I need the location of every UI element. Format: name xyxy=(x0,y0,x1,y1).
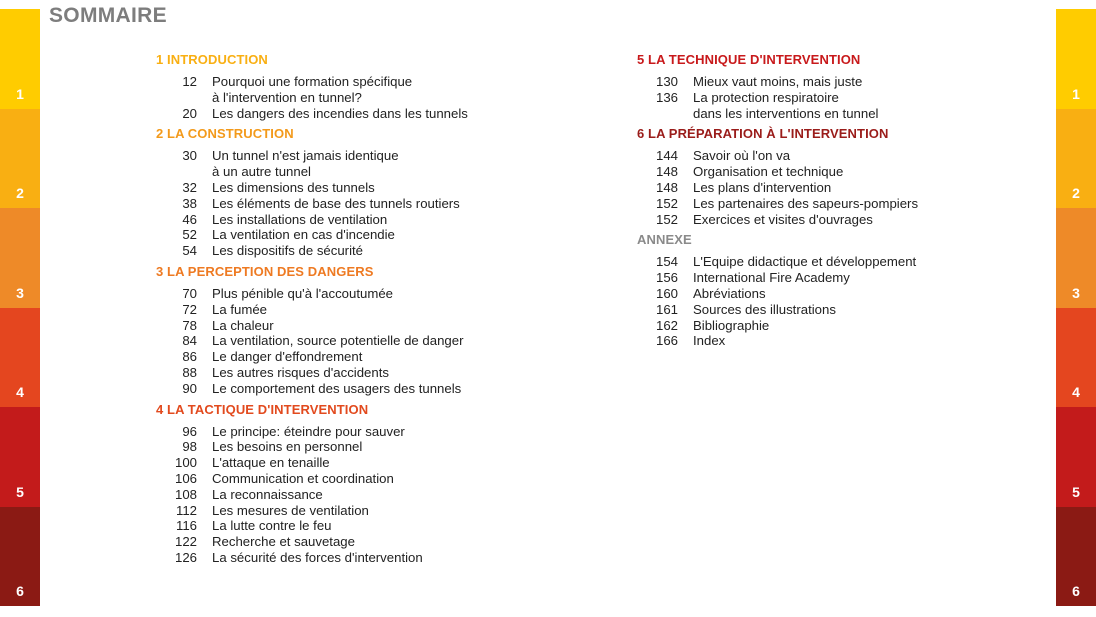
entry-title xyxy=(212,212,387,228)
entry-title xyxy=(212,74,412,106)
left-chapter-tab-1[interactable] xyxy=(0,9,40,109)
chapter-tab-number: 6 xyxy=(16,583,24,599)
page-number: 52 xyxy=(182,227,197,243)
toc-entry[interactable] xyxy=(637,333,1037,349)
toc-entry[interactable] xyxy=(156,424,576,440)
entry-title-line: Les éléments de base des tunnels routiers xyxy=(212,195,460,211)
toc-section xyxy=(156,401,576,566)
entry-title xyxy=(212,286,393,302)
entry-title xyxy=(212,196,460,212)
entry-title xyxy=(212,550,423,566)
toc-entry[interactable] xyxy=(156,180,576,196)
chapter-tab-number: 4 xyxy=(1072,384,1080,400)
chapter-tab-number: 6 xyxy=(1072,583,1080,599)
entry-title-line: Abréviations xyxy=(693,285,766,301)
entry-title xyxy=(212,503,369,519)
entry-title-line: La reconnaissance xyxy=(212,486,323,502)
section-heading[interactable]: 3 LA PERCEPTION DES DANGERS xyxy=(156,263,374,279)
page-number: 161 xyxy=(655,301,678,317)
toc-entry[interactable] xyxy=(156,227,576,243)
toc-entry[interactable] xyxy=(156,365,576,381)
right-chapter-tab-4[interactable] xyxy=(1056,308,1096,408)
chapter-tab-number: 3 xyxy=(1072,284,1080,301)
right-chapter-tabs xyxy=(1056,9,1096,606)
toc-section xyxy=(637,51,1037,121)
entry-title xyxy=(212,365,389,381)
entry-title xyxy=(693,270,850,286)
entry-title-line: Bibliographie xyxy=(693,317,770,333)
page-number: 32 xyxy=(182,179,197,195)
page-number: 152 xyxy=(655,211,678,227)
page-number: 136 xyxy=(655,89,678,105)
page-title: SOMMAIRE xyxy=(49,4,167,27)
entry-title xyxy=(693,212,873,228)
page-number: 46 xyxy=(182,211,197,227)
entry-title-line: Les dangers des incendies dans les tunnels xyxy=(212,105,468,121)
toc-entry[interactable] xyxy=(637,254,1037,270)
toc-entry[interactable] xyxy=(637,164,1037,180)
chapter-tab-number: 2 xyxy=(16,185,24,201)
toc-entry[interactable] xyxy=(637,286,1037,302)
toc-entry[interactable] xyxy=(156,439,576,455)
page-number: 96 xyxy=(182,423,197,439)
entry-title xyxy=(212,424,405,440)
page-number: 112 xyxy=(175,502,197,518)
section-heading[interactable]: ANNEXE xyxy=(637,232,692,248)
toc-entry[interactable] xyxy=(156,550,576,566)
right-chapter-tab-2[interactable] xyxy=(1056,109,1096,209)
entry-title-line: à un autre tunnel xyxy=(212,164,311,180)
page-number: 90 xyxy=(182,380,197,396)
toc-entry[interactable] xyxy=(156,196,576,212)
page-number: 130 xyxy=(655,74,678,89)
toc-section xyxy=(156,263,576,397)
entry-title xyxy=(693,302,836,318)
toc-entry[interactable] xyxy=(156,106,576,122)
page-number: 152 xyxy=(655,195,678,211)
entry-title-line: Les mesures de ventilation xyxy=(212,502,369,518)
entry-title-line: Les dimensions des tunnels xyxy=(212,179,375,195)
entry-title-line: Les partenaires des sapeurs-pompiers xyxy=(693,195,919,211)
toc-entry[interactable] xyxy=(637,196,1037,212)
toc-entry[interactable] xyxy=(156,518,576,534)
toc-entry[interactable] xyxy=(637,148,1037,164)
entry-title-line: La protection respiratoire xyxy=(693,89,839,105)
entry-title xyxy=(212,381,461,397)
entry-title xyxy=(693,164,843,180)
page-number: 12 xyxy=(182,74,197,89)
toc-entry[interactable] xyxy=(156,471,576,487)
entry-title-line: Exercices et visites d'ouvrages xyxy=(693,211,873,227)
chapter-tab-number: 5 xyxy=(16,483,24,500)
toc-entry[interactable] xyxy=(637,74,1037,90)
entry-title-line: à l'intervention en tunnel? xyxy=(212,89,362,105)
page-number: 98 xyxy=(182,439,197,455)
entry-title-line: Les installations de ventilation xyxy=(212,211,388,227)
page-number: 72 xyxy=(182,301,197,317)
page-number: 54 xyxy=(182,243,197,259)
entry-title-line: L'Equipe didactique et développement xyxy=(693,254,917,270)
page-number: 38 xyxy=(182,195,197,211)
page-number: 86 xyxy=(182,349,197,365)
entry-title xyxy=(212,487,323,503)
entry-title-line: Mieux vaut moins, mais juste xyxy=(693,74,863,89)
left-chapter-tab-5[interactable] xyxy=(0,407,40,507)
entry-title-line: Les plans d'intervention xyxy=(693,179,832,195)
page-number: 116 xyxy=(175,518,197,534)
toc-entry[interactable] xyxy=(637,180,1037,196)
left-chapter-tab-4[interactable] xyxy=(0,308,40,408)
toc-entry[interactable] xyxy=(156,302,576,318)
entry-title xyxy=(693,148,790,164)
page-number: 166 xyxy=(655,333,678,349)
toc-entry[interactable] xyxy=(156,487,576,503)
page-number: 154 xyxy=(655,254,678,270)
toc-column-left xyxy=(156,51,576,570)
entry-title xyxy=(212,349,362,365)
toc-entry[interactable] xyxy=(156,212,576,228)
entry-title-line: Pourquoi une formation spécifique xyxy=(212,74,413,89)
entry-title-line: Communication et coordination xyxy=(212,470,394,486)
right-chapter-tab-3[interactable] xyxy=(1056,208,1096,308)
entry-title-line: Savoir où l'on va xyxy=(693,148,791,164)
toc-entry[interactable] xyxy=(637,302,1037,318)
toc-column-right xyxy=(637,51,1037,353)
page-number: 148 xyxy=(655,179,678,195)
entry-title-line: Index xyxy=(693,333,726,349)
entry-title xyxy=(693,286,766,302)
toc-entry[interactable] xyxy=(156,503,576,519)
section-heading[interactable]: 2 LA CONSTRUCTION xyxy=(156,126,294,142)
entry-title-line: La ventilation, source potentielle de danger xyxy=(212,333,464,349)
right-chapter-tab-5[interactable] xyxy=(1056,407,1096,507)
entry-title-line: International Fire Academy xyxy=(693,270,850,286)
entry-title-line: Un tunnel n'est jamais identique xyxy=(212,148,399,164)
entry-title xyxy=(693,74,862,90)
entry-title-line: dans les interventions en tunnel xyxy=(693,105,879,121)
entry-title xyxy=(212,471,394,487)
section-heading[interactable]: 5 LA TECHNIQUE D'INTERVENTION xyxy=(637,52,861,67)
entry-title xyxy=(693,196,918,212)
entry-title-line: Le comportement des usagers des tunnels xyxy=(212,380,462,396)
entry-title-line: Les autres risques d'accidents xyxy=(212,364,389,380)
left-chapter-tabs xyxy=(0,9,40,606)
toc-entry[interactable] xyxy=(156,318,576,334)
entry-title xyxy=(212,455,330,471)
page-number: 88 xyxy=(182,364,197,380)
chapter-tab-number: 5 xyxy=(1072,483,1080,500)
toc-entry[interactable] xyxy=(156,286,576,302)
entry-title xyxy=(212,534,355,550)
page-number: 122 xyxy=(174,534,197,550)
section-heading[interactable]: 6 LA PRÉPARATION À L'INTERVENTION xyxy=(637,126,889,142)
page-number: 144 xyxy=(655,148,678,164)
entry-title xyxy=(693,254,916,270)
toc-entry[interactable] xyxy=(156,333,576,349)
page-number: 100 xyxy=(174,455,197,471)
toc-entry[interactable] xyxy=(156,74,576,106)
page-number: 20 xyxy=(182,105,197,121)
entry-title xyxy=(212,302,267,318)
toc-entry[interactable] xyxy=(637,90,1037,122)
right-chapter-tab-1[interactable] xyxy=(1056,9,1096,109)
left-chapter-tab-2[interactable] xyxy=(0,109,40,209)
entry-title-line: Recherche et sauvetage xyxy=(212,534,355,550)
entry-title-line: Les dispositifs de sécurité xyxy=(212,243,363,259)
page-number: 30 xyxy=(182,148,197,164)
toc-entry[interactable] xyxy=(156,381,576,397)
entry-title xyxy=(693,318,769,334)
toc-section xyxy=(156,51,576,121)
entry-title xyxy=(693,90,878,122)
entry-title-line: La lutte contre le feu xyxy=(212,518,332,534)
chapter-tab-number: 1 xyxy=(1072,85,1080,102)
page-number: 84 xyxy=(182,333,197,349)
chapter-tab-number: 3 xyxy=(16,284,24,301)
toc-entry[interactable] xyxy=(637,270,1037,286)
toc-entry[interactable] xyxy=(156,534,576,550)
toc-section xyxy=(637,125,1037,227)
toc-entry[interactable] xyxy=(156,455,576,471)
entry-title xyxy=(212,518,332,534)
page-number: 126 xyxy=(174,549,197,565)
page-number: 162 xyxy=(655,317,678,333)
page-number: 156 xyxy=(655,270,678,286)
page-number: 108 xyxy=(174,486,197,502)
entry-title-line: L'attaque en tenaille xyxy=(212,455,330,471)
page-number: 78 xyxy=(182,317,197,333)
entry-title xyxy=(693,180,831,196)
entry-title xyxy=(212,333,463,349)
entry-title xyxy=(693,333,725,349)
chapter-tab-number: 2 xyxy=(1072,185,1080,201)
entry-title-line: La sécurité des forces d'intervention xyxy=(212,549,423,565)
entry-title-line: Le danger d'effondrement xyxy=(212,349,363,365)
entry-title xyxy=(212,439,362,455)
entry-title-line: Sources des illustrations xyxy=(693,301,836,317)
page-number: 106 xyxy=(174,470,197,486)
entry-title-line: Organisation et technique xyxy=(693,164,844,180)
toc-entry[interactable] xyxy=(156,243,576,259)
page-number: 160 xyxy=(655,285,678,301)
entry-title xyxy=(212,227,395,243)
entry-title xyxy=(212,180,375,196)
section-heading[interactable]: 4 LA TACTIQUE D'INTERVENTION xyxy=(156,401,369,417)
left-chapter-tab-6[interactable] xyxy=(0,507,40,607)
chapter-tab-number: 1 xyxy=(16,85,24,102)
entry-title-line: La chaleur xyxy=(212,317,274,333)
page-number: 70 xyxy=(182,285,197,301)
entry-title xyxy=(212,318,274,334)
toc-section xyxy=(637,231,1037,349)
toc-entry[interactable] xyxy=(637,212,1037,228)
section-heading[interactable]: 1 INTRODUCTION xyxy=(156,52,268,67)
page-number: 148 xyxy=(655,164,678,180)
entry-title xyxy=(212,106,468,122)
toc-entry[interactable] xyxy=(156,148,576,180)
chapter-tab-number: 4 xyxy=(16,384,24,400)
toc-entry[interactable] xyxy=(156,349,576,365)
entry-title xyxy=(212,148,399,180)
entry-title-line: Plus pénible qu'à l'accoutumée xyxy=(212,285,393,301)
entry-title xyxy=(212,243,363,259)
left-chapter-tab-3[interactable] xyxy=(0,208,40,308)
entry-title-line: La fumée xyxy=(212,301,267,317)
entry-title-line: La ventilation en cas d'incendie xyxy=(212,227,395,243)
toc-section xyxy=(156,125,576,259)
toc-entry[interactable] xyxy=(637,318,1037,334)
entry-title-line: Les besoins en personnel xyxy=(212,439,363,455)
entry-title-line: Le principe: éteindre pour sauver xyxy=(212,423,405,439)
right-chapter-tab-6[interactable] xyxy=(1056,507,1096,607)
